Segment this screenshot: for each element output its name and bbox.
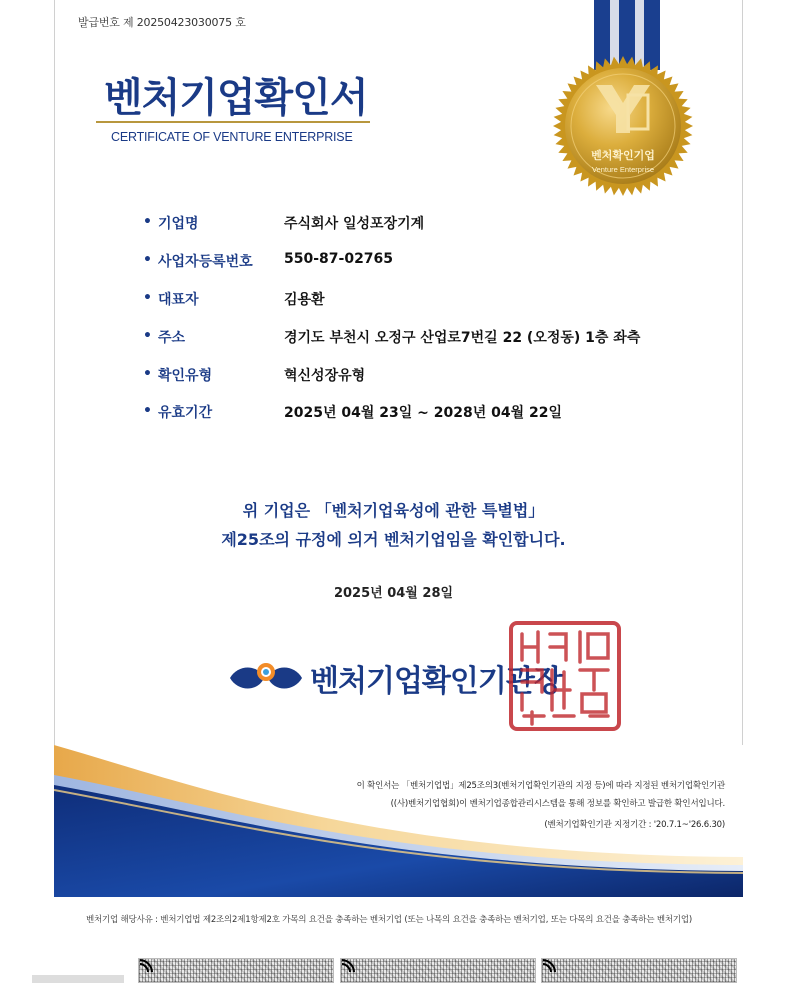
barcode-corner-icon [340,958,356,974]
seal-english-text: Venture Enterprise [591,165,655,174]
decorative-wave-band [54,745,743,897]
footnote-line-1: 이 확인서는 「벤처기업법」제25조의3(벤처기업확인기관의 지정 등)에 따라 지정된 벤처기업확인기관 [356,781,725,791]
info-row [143,400,743,424]
info-label: 확인유형 [158,368,213,384]
certificate-subtitle: CERTIFICATE OF VENTURE ENTERPRISE [111,130,353,144]
bullet-icon: • [143,214,152,230]
info-row [143,363,743,387]
seal-korean-text: 벤처확인기업 [591,149,655,162]
info-row [143,287,743,311]
issue-number: 발급번호 제 20250423030075 호 [78,16,246,29]
security-barcode-2 [340,958,536,983]
info-row [143,325,743,349]
security-barcode-1 [138,958,334,983]
statement-line-2: 제25조의 규정에 의거 벤처기업임을 확인합니다. [221,530,566,549]
venture-criteria-note: 벤처기업 해당사유 : 벤처기업법 제2조의2제1항제2호 가목의 요건을 충족하는 벤처기업 (또는 나목의 요건을 충족하는 벤처기업, 또는 다목의 요건을 충족하는 벤처기업) [86,915,692,925]
footnote-line-2: ((사)벤처기업협회)이 벤처기업종합관리시스템을 통해 정보를 확인하고 발급한 확인서입니다. [390,799,725,809]
certificate-title: 벤처기업확인서 [104,75,368,121]
frame-left-border [54,0,55,745]
bullet-icon: • [143,403,152,419]
security-barcode-3 [541,958,737,983]
statement-line-1: 위 기업은 「벤처기업육성에 관한 특별법」 [242,501,545,520]
bullet-icon: • [143,252,152,268]
issuer-name: 벤처기업확인기관장 [310,664,562,699]
issuer-logo-icon [228,658,304,696]
barcode-corner-icon [138,958,154,974]
info-row [143,249,743,273]
info-value: 경기도 부천시 오정구 산업로7번길 22 (오정동) 1층 좌측 [284,330,641,346]
bullet-icon: • [143,366,152,382]
info-label: 사업자등록번호 [158,254,253,270]
info-label: 기업명 [158,216,199,232]
bullet-icon: • [143,328,152,344]
footnote-line-3: (벤처기업확인기관 지정기간 : '20.7.1~'26.6.30) [544,820,725,830]
title-underline [96,121,370,123]
info-value: 김용환 [284,292,325,308]
info-value: 550-87-02765 [284,251,394,267]
issue-date: 2025년 04월 28일 [333,586,454,601]
info-label: 주소 [158,330,186,346]
info-label: 유효기간 [158,405,213,421]
blurred-mark [32,975,124,983]
info-value: 혁신성장유형 [284,368,366,384]
bullet-icon: • [143,290,152,306]
venture-enterprise-seal [552,55,694,197]
info-value: 주식회사 일성포장기계 [284,216,425,232]
info-value: 2025년 04월 23일 ~ 2028년 04월 22일 [284,405,562,421]
info-label: 대표자 [158,292,199,308]
barcode-corner-icon [541,958,557,974]
info-row [143,211,743,235]
official-red-stamp [508,620,622,732]
